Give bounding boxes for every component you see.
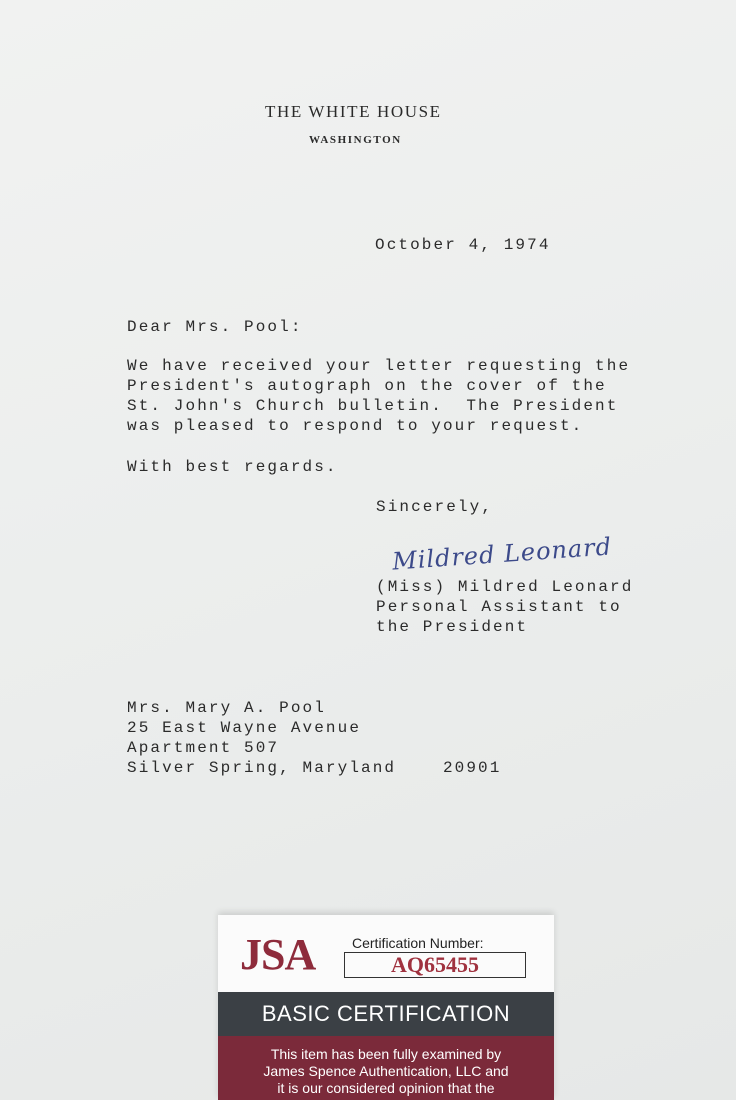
- handwritten-signature: Mildred Leonard: [391, 532, 613, 576]
- certification-text: [218, 1036, 554, 1100]
- address-line: 25 East Wayne Avenue: [127, 719, 362, 737]
- salutation: Dear Mrs. Pool:: [127, 318, 303, 336]
- address-line: Mrs. Mary A. Pool: [127, 699, 326, 717]
- certification-type: BASIC CERTIFICATION: [218, 992, 554, 1036]
- recipient-address: [127, 698, 501, 778]
- body-line: President's autograph on the cover of the: [127, 377, 607, 395]
- letter-date: October 4, 1974: [375, 236, 551, 254]
- letterhead-title: THE WHITE HOUSE: [265, 102, 442, 121]
- valediction: Sincerely,: [376, 498, 494, 516]
- certification-number: AQ65455: [344, 952, 526, 978]
- closing-line: With best regards.: [127, 458, 338, 476]
- jsa-logo: JSA: [240, 930, 316, 979]
- cert-text-line: This item has been fully examined by: [270, 1046, 502, 1062]
- cert-text-line: James Spence Authentication, LLC and: [263, 1063, 509, 1079]
- signer-block: [376, 577, 633, 637]
- body-line: was pleased to respond to your request.: [127, 417, 584, 435]
- letter-body: [127, 356, 630, 436]
- signer-line: (Miss) Mildred Leonard: [376, 578, 634, 596]
- body-line: St. John's Church bulletin. The President: [127, 397, 619, 415]
- cert-text-line: it is our considered opinion that the: [277, 1080, 495, 1096]
- body-line: We have received your letter requesting the: [127, 357, 631, 375]
- certification-number-label: Certification Number:: [352, 935, 484, 951]
- jsa-certificate-sticker: [218, 915, 554, 1100]
- signer-line: Personal Assistant to: [376, 598, 622, 616]
- letterhead-city: WASHINGTON: [309, 134, 402, 146]
- address-line: Silver Spring, Maryland 20901: [127, 759, 502, 777]
- signer-line: the President: [376, 618, 529, 636]
- address-line: Apartment 507: [127, 739, 280, 757]
